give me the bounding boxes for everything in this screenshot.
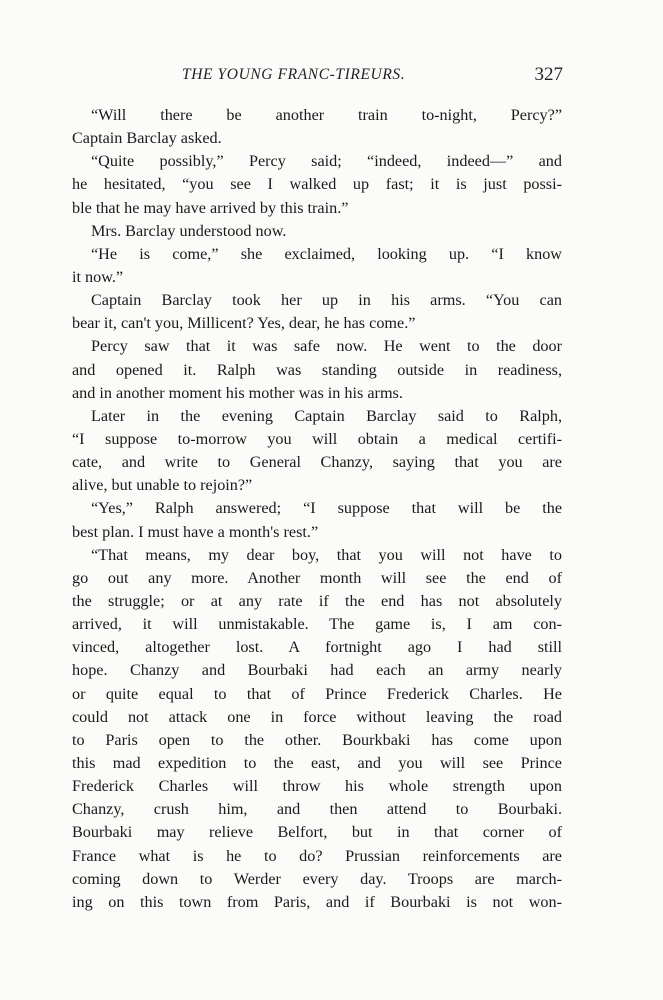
text-line: alive, but unable to rejoin?”	[72, 476, 253, 495]
text-line: hope. Chanzy and Bourbaki had each an army nearly	[72, 661, 562, 680]
text-line: arrived, it will unmistakable. The game is, I am con-	[72, 615, 562, 634]
page-number: 327	[534, 64, 563, 85]
text-line: or quite equal to that of Prince Frederick Charles. He	[72, 684, 562, 703]
text-line: go out any more. Another month will see the end of	[72, 568, 562, 587]
text-line: cate, and write to General Chanzy, saying that you are	[72, 453, 562, 472]
text-line: “Quite possibly,” Percy said; “indeed, indeed—” and	[91, 152, 562, 171]
text-line: could not attack one in force without leaving the road	[72, 707, 562, 726]
text-line: and opened it. Ralph was standing outside in readiness,	[72, 360, 562, 379]
text-line: “I suppose to-morrow you will obtain a medical certifi-	[72, 429, 562, 448]
text-line: this mad expedition to the east, and you will see Prince	[72, 753, 562, 772]
text-line: “Will there be another train to-night, Percy?”	[91, 106, 562, 124]
text-line: Percy saw that it was safe now. He went to the door	[91, 337, 562, 356]
text-line: “Yes,” Ralph answered; “I suppose that will be the	[91, 499, 562, 518]
running-title: THE YOUNG FRANC-TIREURS.	[182, 66, 406, 83]
text-line: to Paris open to the other. Bourkbaki has come upon	[72, 730, 562, 749]
text-line: ble that he may have arrived by this train.”	[72, 198, 349, 217]
text-line: bear it, can't you, Millicent? Yes, dear, he has come.”	[72, 314, 416, 333]
text-line: Chanzy, crush him, and then attend to Bourbaki.	[72, 800, 562, 819]
text-line: Frederick Charles will throw his whole strength upon	[72, 777, 562, 796]
text-line: the struggle; or at any rate if the end has not absolutely	[72, 591, 562, 610]
running-head	[72, 66, 567, 88]
text-line: coming down to Werder every day. Troops are march-	[72, 869, 562, 888]
text-line: France what is he to do? Prussian reinforcements are	[72, 846, 562, 865]
text-line: and in another moment his mother was in his arms.	[72, 383, 403, 402]
text-line: Later in the evening Captain Barclay said to Ralph,	[91, 406, 562, 425]
text-line: best plan. I must have a month's rest.”	[72, 522, 319, 541]
text-line: Mrs. Barclay understood now.	[91, 221, 287, 240]
text-line: Bourbaki may relieve Belfort, but in that corner of	[72, 823, 562, 842]
body-text	[72, 104, 562, 914]
text-line: he hesitated, “you see I walked up fast; it is just possi-	[72, 175, 562, 194]
text-line: “He is come,” she exclaimed, looking up. “I know	[91, 244, 562, 263]
text-line: vinced, altogether lost. A fortnight ago I had still	[72, 638, 562, 657]
text-line: Captain Barclay took her up in his arms. “You can	[91, 291, 562, 310]
text-line: ing on this town from Paris, and if Bourbaki is not won-	[72, 892, 562, 911]
text-line: it now.”	[72, 267, 124, 286]
text-line: Captain Barclay asked.	[72, 129, 222, 148]
text-line: “That means, my dear boy, that you will not have to	[91, 545, 562, 564]
